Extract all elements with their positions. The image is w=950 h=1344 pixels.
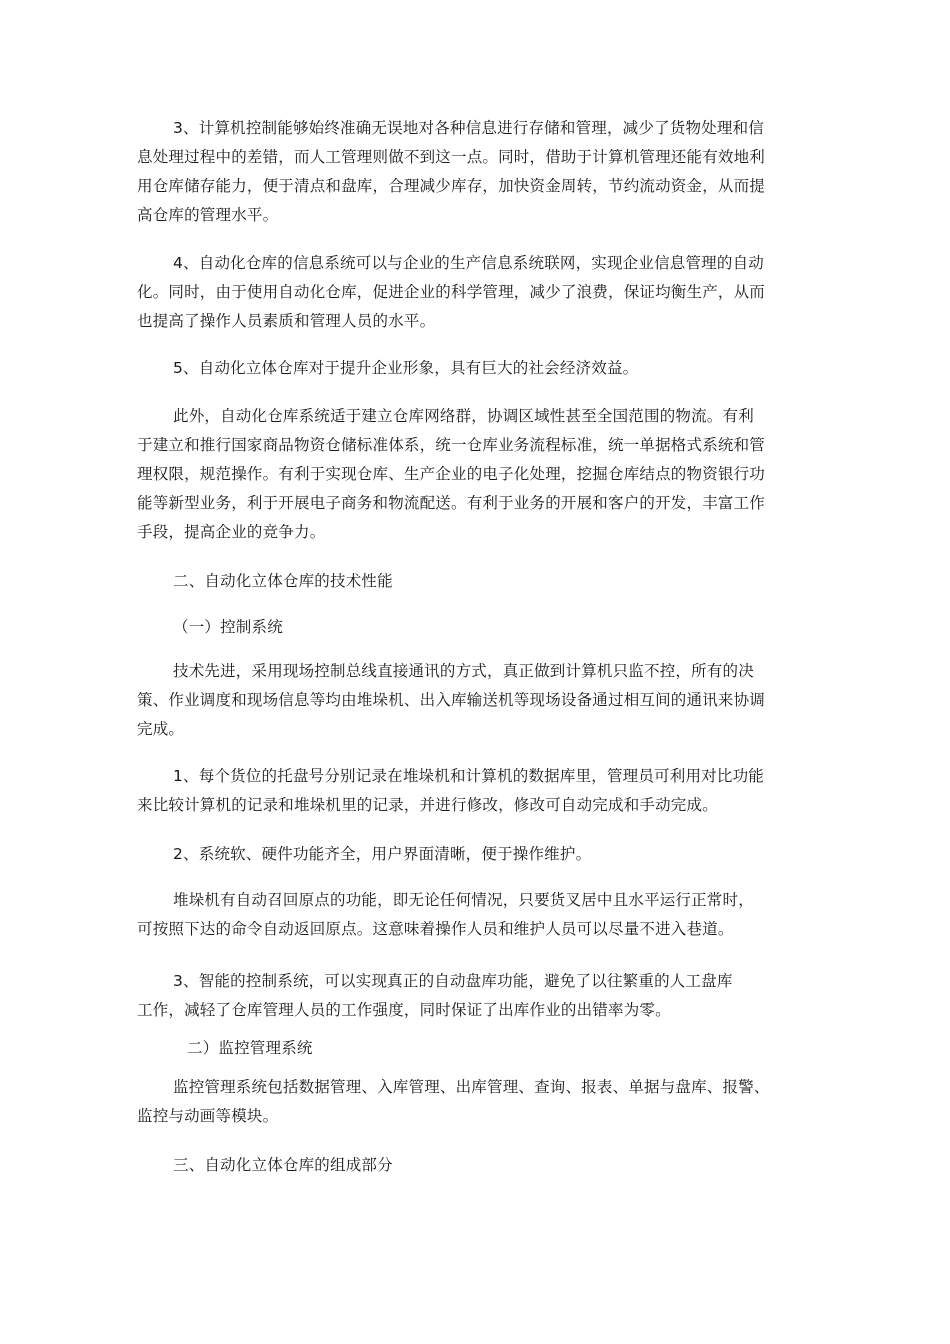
paragraph-network [137,402,827,547]
text-line: 于建立和推行国家商品物资仓储标准体系，统一仓库业务流程标准，统一单据格式系统和管 [137,436,766,454]
paragraph-pallet-records [137,762,827,820]
paragraph-monitoring-modules [137,1073,827,1131]
text-line: 三、自动化立体仓库的组成部分 [173,1156,393,1174]
text-line: 技术先进，采用现场控制总线直接通讯的方式，真正做到计算机只监不控，所有的决 [173,662,754,680]
subsection-heading-monitoring [137,1034,827,1063]
text-line: （一）控制系统 [173,618,283,636]
text-line: 能等新型业务，利于开展电子商务和物流配送。有利于业务的开展和客户的开发，丰富工作 [137,494,766,512]
paragraph-fieldbus [137,657,827,744]
text-line: 也提高了操作人员素质和管理人员的水平。 [137,312,436,330]
text-line: 完成。 [137,720,185,738]
text-line: 手段，提高企业的竞争力。 [137,523,326,541]
text-line: 策、作业调度和现场信息等均由堆垛机、出入库输送机等现场设备通过相互间的通讯来协调 [137,691,766,709]
section-heading-technical-performance [137,567,827,596]
text-line: 来比较计算机的记录和堆垛机里的记录，并进行修改，修改可自动完成和手动完成。 [137,796,718,814]
paragraph-stacker-homing [137,886,827,944]
text-line: 5、自动化立体仓库对于提升企业形象，具有巨大的社会经济效益。 [173,359,639,377]
text-line: 4、自动化仓库的信息系统可以与企业的生产信息系统联网，实现企业信息管理的自动 [173,254,764,272]
section-heading-components [137,1151,827,1180]
text-line: 2、系统软、硬件功能齐全，用户界面清晰，便于操作维护。 [173,845,592,863]
text-line: 1、每个货位的托盘号分别记录在堆垛机和计算机的数据库里，管理员可利用对比功能 [173,767,764,785]
text-line: 二、自动化立体仓库的技术性能 [173,572,393,590]
text-line: 用仓库储存能力，便于清点和盘库，合理减少库存，加快资金周转，节约流动资金，从而提 [137,177,766,195]
paragraph-enterprise-image [137,354,827,383]
text-line: 高仓库的管理水平。 [137,206,279,224]
paragraph-intelligent-control [137,967,827,1025]
text-line: 化。同时，由于使用自动化仓库，促进企业的科学管理，减少了浪费，保证均衡生产，从而 [137,283,766,301]
text-line: 理权限，规范操作。有利于实现仓库、生产企业的电子化处理，挖掘仓库结点的物资银行功 [137,465,766,483]
paragraph-software-hardware [137,840,827,869]
text-line: 此外，自动化仓库系统适于建立仓库网络群，协调区域性甚至全国范围的物流。有利 [173,407,754,425]
text-line: 3、智能的控制系统，可以实现真正的自动盘库功能，避免了以往繁重的人工盘库 [173,972,733,990]
text-line: 可按照下达的命令自动返回原点。这意味着操作人员和维护人员可以尽量不进入巷道。 [137,920,734,938]
text-line: 息处理过程中的差错，而人工管理则做不到这一点。同时，借助于计算机管理还能有效地利 [137,148,766,166]
subsection-heading-control-system [137,613,827,642]
text-line: 二）监控管理系统 [187,1039,313,1057]
text-line: 监控管理系统包括数据管理、入库管理、出库管理、查询、报表、单据与盘库、报警、 [173,1078,770,1096]
text-line: 3、计算机控制能够始终准确无误地对各种信息进行存储和管理，减少了货物处理和信 [173,119,764,137]
text-line: 堆垛机有自动召回原点的功能，即无论任何情况，只要货叉居中且水平运行正常时， [173,891,754,909]
text-line: 监控与动画等模块。 [137,1107,279,1125]
paragraph-info-system [137,249,827,336]
text-line: 工作，减轻了仓库管理人员的工作强度，同时保证了出库作业的出错率为零。 [137,1001,671,1019]
paragraph-computer-control [137,114,827,230]
